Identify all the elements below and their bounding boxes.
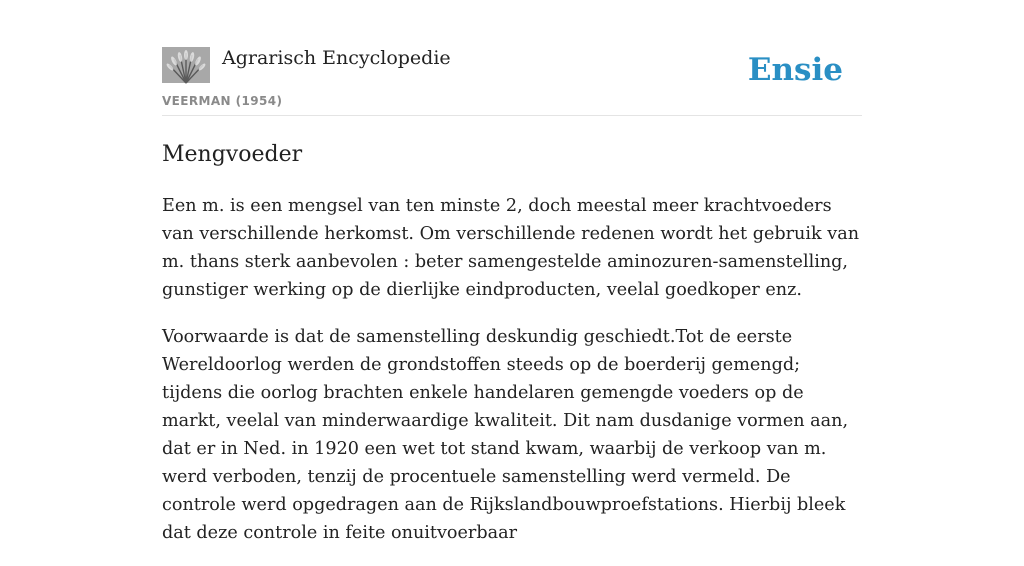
paragraph: Voorwaarde is dat de samenstelling deskundig geschiedt.Tot de eerste Wereldoorlog werden de grondstoffen steeds op de boerderij gemengd; tijdens die oorlog brachten enkele handelaren gemengde voeders op de markt, veelal van minderwaardige kwaliteit. Dit nam dusdanige vormen aan, dat er in Ned. in 1920 een wet tot stand kwam, waarbij de verkoop van m. werd verboden, tenzij de procentuele samenstelling werd vermeld. De controle werd opgedragen aan de Rijkslandbouwproefstations. Hierbij bleek dat deze controle in feite onuitvoerbaar (162, 327, 849, 543)
article-body (162, 192, 862, 566)
page-title: Mengvoeder (162, 142, 303, 167)
brand-logo[interactable]: Ensie (747, 52, 843, 88)
paragraph: Een m. is een mengsel van ten minste 2, doch meestal meer krachtvoeders van verschillende herkomst. Om verschillende redenen wordt het gebruik van m. thans sterk aanbevolen : beter samengestelde aminozuren-samenstelling, gunstiger werking op de dierlijke eindproducten, veelal goedkoper enz. (162, 196, 860, 300)
page-header (162, 0, 862, 116)
encyclopedia-name[interactable]: Agrarisch Encyclopedie (222, 47, 451, 69)
author-year: VEERMAN (1954) (162, 94, 283, 108)
article-container (162, 0, 862, 543)
wheat-sheaf-icon[interactable] (162, 47, 210, 83)
